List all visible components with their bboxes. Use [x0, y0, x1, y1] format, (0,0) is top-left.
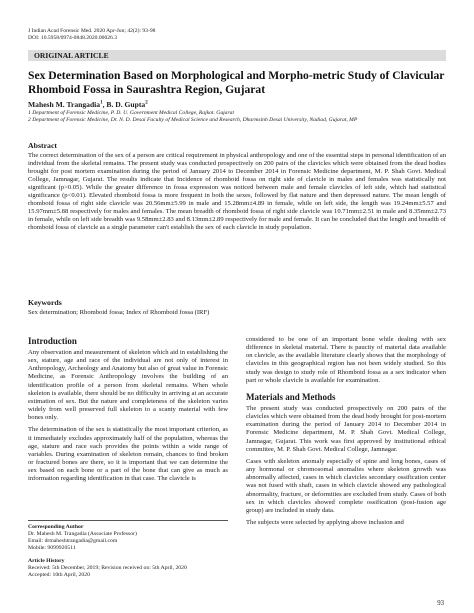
corresponding-email[interactable]: Email: drmaheshtrangadia@gmail.com — [28, 538, 118, 544]
author-name: Mahesh M. Trangadia — [28, 100, 101, 109]
author-separator: , — [102, 100, 107, 109]
corresponding-name: Dr. Mahesh M. Trangadia (Associate Professor) — [28, 531, 137, 537]
journal-header — [28, 28, 155, 42]
right-column-intro — [246, 336, 446, 389]
affiliation: 2 Department of Forensic Medicine, Dr. N. D. Desai Faculty of Medical Science and Research, Dharmsinh Desai University, Nadiad, Gujarat, MP — [28, 117, 358, 123]
author-affil-mark: 1 — [100, 100, 103, 106]
abstract-text: The correct determination of the sex of a person are critical requirement in physical anthropology and one of the essential steps in personal identification of an individual from the skeletal remains. The present study was conducted prospectively on 200 pairs of the clavicles which were obtained from the dead bodies brought for post mortem examination during the period of January 2014 to December 2014 in Forensic Medicine department, M. P. Shah Govt. Medical College, Jamnagar, Gujarat. The results indicate that Incidence of rhomboid fossa on right side of clavicle in males and females was statistically not significant (p>0.05). While the greater difference in fossa expression was noticed between male and female clavicles of left side, which had statistical significance (p<0.01). Elevated rhomboid fossa is more frequent in both the sexes, followed by flat nature and then depressed nature. The mean length of rhomboid fossa of right side clavicle was 20.56mm±5.99 in male and 15.28mm±4.89 in female, while on left side, the length was 19.24mm±5.57 and 15.97mm±5.88 respectively for males and females. The mean breadth of rhomboid fossa of right side clavicle was 10.71mm±2.51 in male and 8.35mm±2.73 in female, while on left side breadth was 9.58mm±2.83 and 8.13mm±2.89 respectively for male and female. It can be concluded that the length and breadth of rhomboid fossa of clavicle as a single parameter can't establish the sex of each clavicle in study population. — [28, 152, 447, 232]
affiliation: 1 Department of Forensic Medicine, P. D. U. Government Medical College, Rajkot. Gujarat — [28, 110, 234, 116]
page-number: 93 — [437, 600, 444, 607]
article-type-badge — [28, 50, 446, 61]
corresponding-heading: Corresponding Author — [28, 524, 84, 530]
history-heading: Article History — [28, 558, 65, 564]
paragraph: The determination of the sex is statistically the most important criterion, as it immediately excludes approximately half of the population, whereas the age, stature and race each provides the points within a wide range of variables. During examination of skeleton remain, chances to find broken or fractured bones are there, so it is important that we can determine the sex based on each bone or a part of the bone that can give as much as information regarding identification in that case. The clavicle is — [28, 426, 228, 483]
introduction-body — [28, 349, 228, 488]
article-history — [28, 558, 228, 579]
doi[interactable]: DOI: 10.5958/0974-0848.2020.00026.3 — [28, 35, 118, 41]
author-name: B. D. Gupta — [106, 100, 146, 109]
paragraph: considered to be one of an important bone while dealing with sex difference in skeletal material. There is paucity of material data available on clavicle, as the available literature clearly shows that the morphology of clavicles in this geographical region has not been widely studied. So this study was design to study role of Rhomboid fossa as a sex indicator when part or whole clavicle is available for examination. — [246, 336, 446, 384]
history-received: Received: 5th December, 2019; Revision received on: 5th April, 2020 — [28, 565, 187, 571]
methods-body — [246, 405, 446, 531]
article-type-label: ORIGINAL ARTICLE — [34, 51, 109, 60]
introduction-heading: Introduction — [28, 336, 77, 346]
corresponding-author — [28, 524, 228, 552]
keywords-heading: Keywords — [28, 298, 62, 307]
paragraph: Any observation and measurement of skeleton which aid in establishing the sex, stature, age and race of the individual are not only of interest in Anthropology, Archeology and Anatomy but also of great value in Forensic Medicine, as Forensic Anthropology involves the building of an identification profile of a person from skeletal remains. When whole skeleton is available, there should be no difficulty in arriving at an accurate estimation of sex. But the nature and completeness of the skeleton varies widely from well preserved full skeleton to a scanty material with few bones only. — [28, 349, 228, 422]
paragraph: The present study was conducted prospectively on 200 pairs of the clavicles which were obtained from the dead body brought for post-mortem examination during the period of January 2014 to December 2014 in Forensic Medicine department, M. P. Shah Govt. Medical College, Jamnagar, Gujarat. This work was first approved by institutional ethical committee, M. P. Shah Govt. Medical College, Jamnagar. — [246, 405, 446, 453]
author-affil-mark: 2 — [145, 100, 148, 106]
journal-citation: J Indian Acad Forensic Med. 2020 Apr-Jun; 42(2): 93-98 — [28, 28, 156, 34]
paragraph: The subjects were selected by applying above inclusion and — [246, 519, 404, 527]
author-list — [28, 100, 148, 109]
keywords-text: Sex determination; Rhomboid fossa; Index of Rhomboid fossa (IRF) — [28, 309, 210, 316]
paragraph: Cases with skeleton anomaly especially of spine and long bones, cases of any hormonal or chromosomal anomalies where skeleton growth was abnormally affected, cases in which clavicles secondary ossification center was not fused with shaft, cases in which clavicle showed any pathological abnormality, fracture, or deformities are excluded from study. Cases of both sex in which clavicles showed complete ossification (post-fusion age group) are included in study data. — [246, 457, 447, 514]
methods-heading: Materials and Methods — [246, 392, 336, 402]
footnote-divider — [28, 520, 228, 521]
abstract-heading: Abstract — [28, 141, 58, 150]
history-accepted: Accepted: 10th April, 2020 — [28, 572, 90, 578]
article-title: Sex Determination Based on Morphological and Morpho-metric Study of Clavicular Rhomboid Fossa in Saurashtra Region, Gujarat — [28, 69, 445, 96]
corresponding-mobile: Mobile: 9099920511 — [28, 545, 76, 551]
